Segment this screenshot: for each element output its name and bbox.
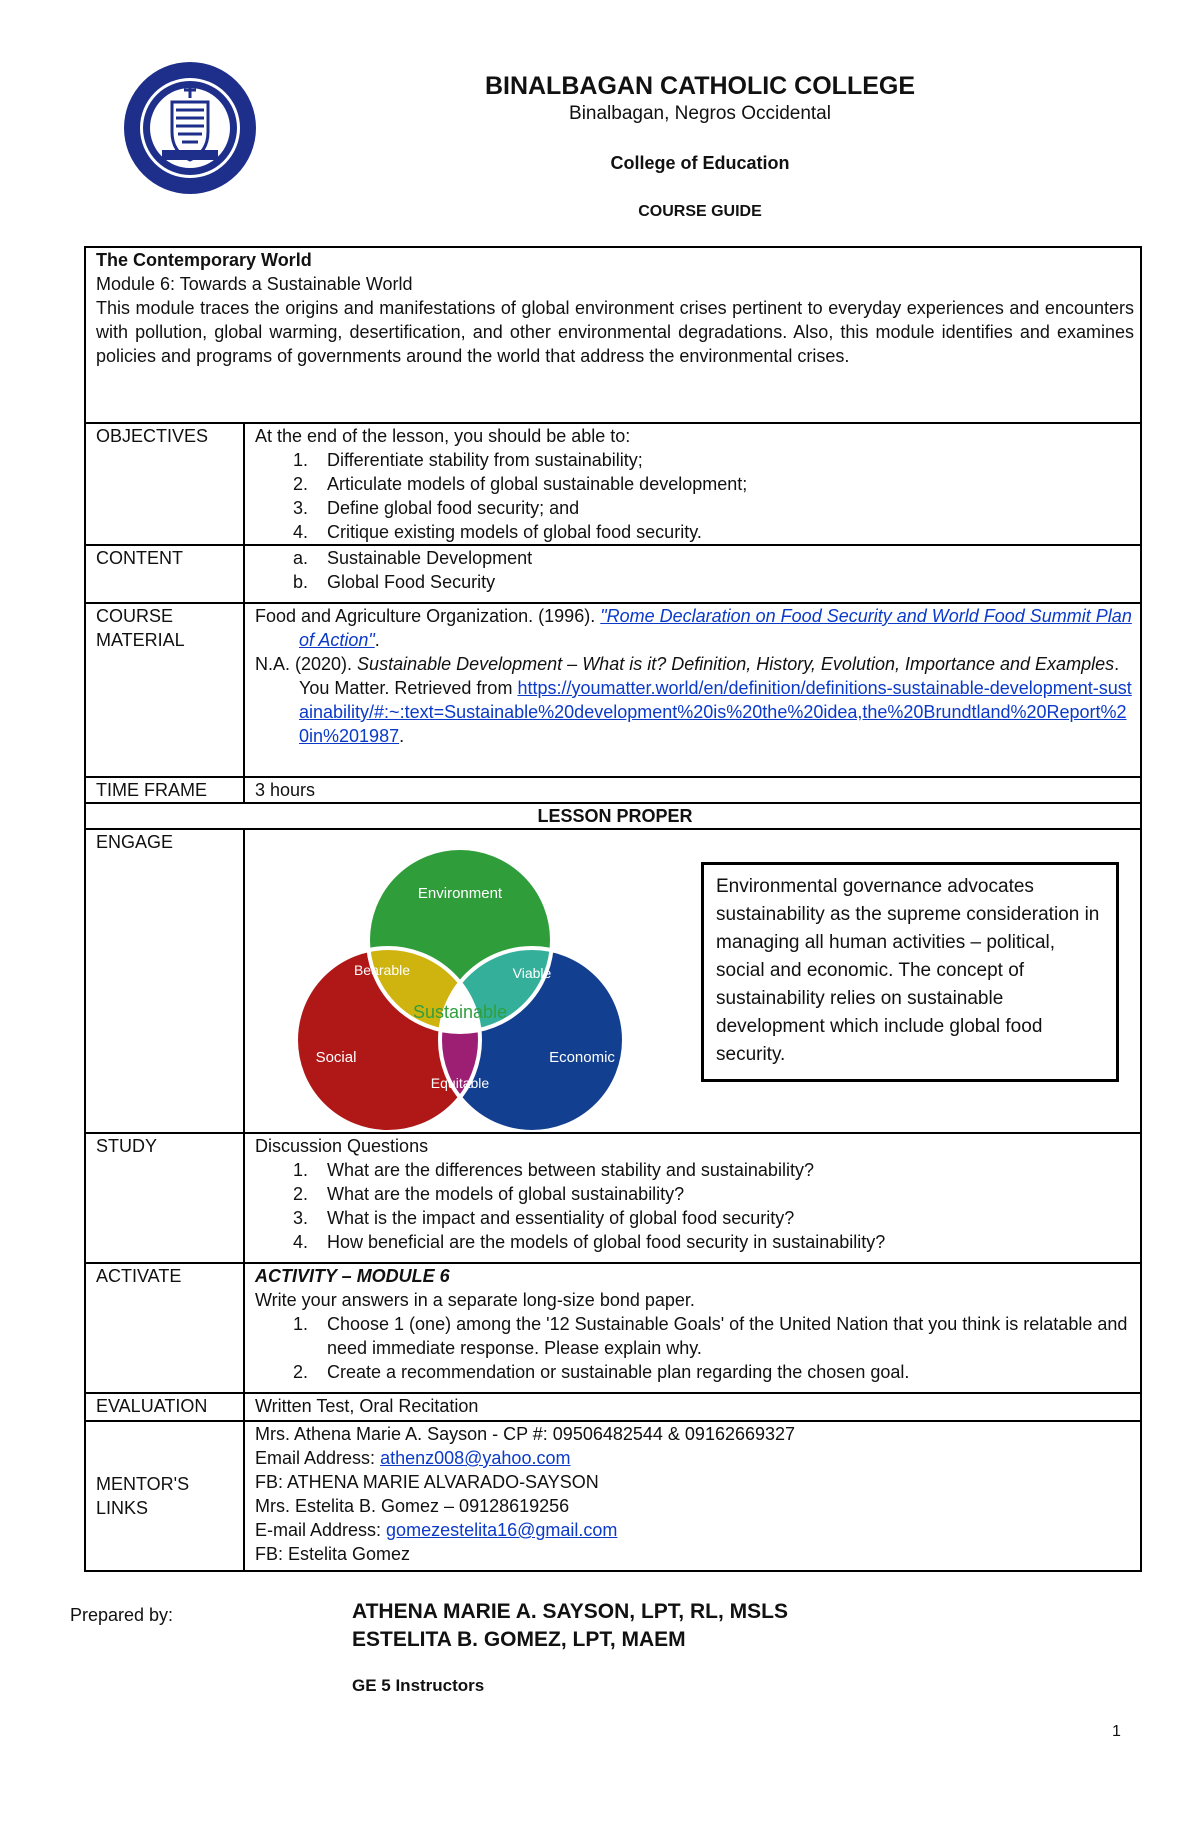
- evaluation-label: EVALUATION: [85, 1393, 244, 1421]
- mentor-1-email-line: Email Address: athenz008@yahoo.com: [255, 1448, 571, 1468]
- list-item: a. Sustainable Development: [293, 548, 533, 568]
- list-item: 2. Create a recommendation or sustainable plan regarding the chosen goal.: [293, 1362, 910, 1382]
- reference-2: N.A. (2020). Sustainable Development – What is it? Definition, History, Evolution, Importance and Examples. You Matter. Retrieved from https://youmatter.world/en/definition/definitions-sustainable-development-sustainability/#:~:text=Sustainable%20development%20is%20the%20idea,the%20Brundtland%20Report%20in%201987.: [255, 654, 1132, 746]
- course-material-cell: [244, 603, 1141, 777]
- diagram-label: Social: [315, 1049, 357, 1066]
- diagram-label: Bearable: [353, 962, 411, 978]
- diagram-label: Viable: [512, 965, 552, 981]
- mentor-1-fb: FB: ATHENA MARIE ALVARADO-SAYSON: [255, 1472, 599, 1492]
- rome-declaration-link[interactable]: "Rome Declaration on Food Security and World Food Summit Plan of Action": [299, 606, 1132, 650]
- module-title: Module 6: Towards a Sustainable World: [96, 274, 413, 294]
- mentor-1-email-link[interactable]: athenz008@yahoo.com: [380, 1448, 571, 1468]
- page-number: 1: [1112, 1723, 1121, 1740]
- course-title: The Contemporary World: [96, 250, 312, 270]
- lesson-proper-heading: LESSON PROPER: [85, 803, 1141, 829]
- preparer-2-name: ESTELITA B. GOMEZ, LPT, MAEM: [352, 1628, 686, 1651]
- content-cell: [244, 545, 1141, 603]
- study-label: STUDY: [85, 1133, 244, 1263]
- prepared-by-label: Prepared by:: [70, 1605, 174, 1625]
- module-description: This module traces the origins and manifestations of global environment crises pertinent to everyday experiences and encounters with pollution, global warming, desertification, and other environmental degradations. Also, this module identifies and examines policies and programs of governments around the world that address the environmental crises.: [96, 298, 1134, 366]
- study-questions-list: [255, 1158, 1134, 1254]
- mentor-1-contact: Mrs. Athena Marie A. Sayson - CP #: 09506482544 & 09162669327: [255, 1424, 796, 1444]
- activity-list: [255, 1312, 1134, 1384]
- activate-cell: [244, 1263, 1141, 1393]
- list-item: 2. Articulate models of global sustainable development;: [293, 474, 748, 494]
- list-item: 1. Choose 1 (one) among the '12 Sustainable Goals' of the United Nation that you think is relatable and need immediate response. Please explain why.: [293, 1314, 1128, 1358]
- sustainability-venn-diagram: [270, 840, 650, 1130]
- mentors-label: MENTOR'S LINKS: [85, 1421, 244, 1571]
- reference-1: Food and Agriculture Organization. (1996). "Rome Declaration on Food Security and World Food Summit Plan of Action".: [255, 606, 1132, 650]
- mentor-2-email-link[interactable]: gomezestelita16@gmail.com: [386, 1520, 618, 1540]
- objectives-label: OBJECTIVES: [85, 423, 244, 545]
- mentor-2-email-line: E-mail Address: gomezestelita16@gmail.com: [255, 1520, 618, 1540]
- diagram-label: Equitable: [430, 1075, 490, 1091]
- content-label: CONTENT: [85, 545, 244, 603]
- diagram-center-label: Sustainable: [412, 1002, 508, 1022]
- college-name: BINALBAGAN CATHOLIC COLLEGE: [484, 72, 916, 100]
- time-frame-label: TIME FRAME: [85, 777, 244, 803]
- preparer-role: GE 5 Instructors: [352, 1676, 485, 1695]
- engage-cell: [244, 829, 1141, 1133]
- objectives-cell: [244, 423, 1141, 545]
- activity-title: ACTIVITY – MODULE 6: [255, 1266, 450, 1286]
- list-item: 3. Define global food security; and: [293, 498, 580, 518]
- objectives-intro: At the end of the lesson, you should be able to:: [255, 426, 631, 446]
- preparer-1-name: ATHENA MARIE A. SAYSON, LPT, RL, MSLS: [352, 1600, 788, 1623]
- time-frame-value: 3 hours: [244, 777, 1141, 803]
- content-list: [255, 546, 1134, 594]
- course-guide-table: [84, 246, 1142, 1572]
- study-cell: [244, 1133, 1141, 1263]
- activity-intro: Write your answers in a separate long-size bond paper.: [255, 1290, 695, 1310]
- department-name: College of Education: [610, 153, 790, 173]
- study-intro: Discussion Questions: [255, 1136, 429, 1156]
- college-address: Binalbagan, Negros Occidental: [569, 103, 831, 124]
- environmental-governance-callout: Environmental governance advocates sustainability as the supreme consideration in managing all human activities – political, social and economic. The concept of sustainability relies on sustainable development which include global food security.: [701, 862, 1119, 1082]
- mentors-cell: [244, 1421, 1141, 1571]
- evaluation-value: Written Test, Oral Recitation: [244, 1393, 1141, 1421]
- engage-label: ENGAGE: [85, 829, 244, 1133]
- mentor-2-fb: FB: Estelita Gomez: [255, 1544, 411, 1564]
- college-seal-logo: [122, 60, 258, 196]
- list-item: 3. What is the impact and essentiality of global food security?: [293, 1208, 795, 1228]
- list-item: 1. What are the differences between stability and sustainability?: [293, 1160, 814, 1180]
- course-overview-cell: [85, 247, 1141, 423]
- course-material-label: COURSE MATERIAL: [85, 603, 244, 777]
- list-item: b. Global Food Security: [293, 572, 496, 592]
- list-item: 4. Critique existing models of global food security.: [293, 522, 702, 542]
- objectives-list: [255, 448, 1134, 544]
- mentor-2-contact: Mrs. Estelita B. Gomez – 09128619256: [255, 1496, 570, 1516]
- document-type: COURSE GUIDE: [638, 203, 762, 220]
- youmatter-link[interactable]: https://youmatter.world/en/definition/definitions-sustainable-development-sustainability/#:~:text=Sustainable%20development%20is%20the%20idea,the%20Brundtland%20Report%20in%201987: [299, 678, 1132, 746]
- list-item: 4. How beneficial are the models of global food security in sustainability?: [293, 1232, 886, 1252]
- diagram-label: Economic: [549, 1049, 615, 1066]
- list-item: 2. What are the models of global sustainability?: [293, 1184, 685, 1204]
- diagram-label: Environment: [417, 885, 503, 902]
- activate-label: ACTIVATE: [85, 1263, 244, 1393]
- list-item: 1. Differentiate stability from sustainability;: [293, 450, 643, 470]
